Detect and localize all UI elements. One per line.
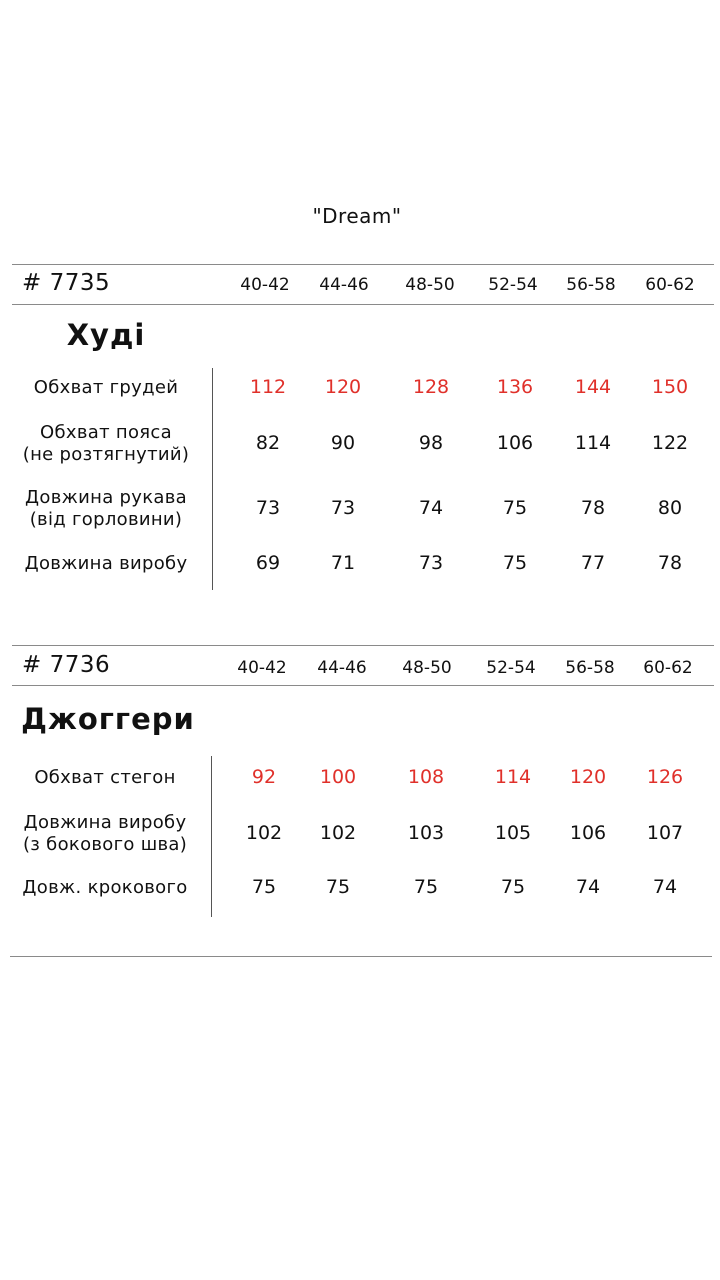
header-top-rule [12, 264, 714, 265]
measurement-value: 106 [569, 822, 607, 844]
measurement-value: 112 [249, 376, 287, 398]
measurement-value: 102 [245, 822, 283, 844]
measurement-label: Обхват стегон [34, 767, 176, 788]
measurement-value: 82 [255, 432, 281, 454]
size-header: 44-46 [317, 658, 367, 678]
size-header: 48-50 [405, 275, 455, 295]
size-header: 44-46 [319, 275, 369, 295]
measurement-value: 106 [496, 432, 534, 454]
measurement-value: 128 [412, 376, 450, 398]
header-bottom-rule [12, 304, 714, 305]
header-bottom-rule [12, 685, 714, 686]
bottom-rule [10, 956, 712, 957]
size-header: 56-58 [565, 658, 615, 678]
measurement-value: 80 [657, 497, 683, 519]
measurement-value: 120 [569, 766, 607, 788]
measurement-value: 92 [251, 766, 277, 788]
measurement-value: 73 [418, 552, 444, 574]
measurement-value: 108 [407, 766, 445, 788]
measurement-value: 98 [418, 432, 444, 454]
measurement-value: 74 [418, 497, 444, 519]
size-header: 52-54 [488, 275, 538, 295]
measurement-label: Довжина виробу (з бокового шва) [22, 812, 188, 855]
label-divider [212, 368, 213, 590]
measurement-label: Обхват грудей [33, 377, 179, 398]
garment-name: Джоггери [21, 702, 195, 736]
measurement-value: 105 [494, 822, 532, 844]
measurement-value: 75 [502, 552, 528, 574]
size-header: 40-42 [237, 658, 287, 678]
measurement-value: 74 [652, 876, 678, 898]
size-header: 52-54 [486, 658, 536, 678]
measurement-value: 73 [255, 497, 281, 519]
size-header: 60-62 [643, 658, 693, 678]
measurement-value: 136 [496, 376, 534, 398]
size-header: 60-62 [645, 275, 695, 295]
measurement-label: Довж. крокового [22, 877, 188, 898]
brand-title: "Dream" [312, 204, 402, 228]
measurement-value: 78 [657, 552, 683, 574]
measurement-value: 126 [646, 766, 684, 788]
article-code: # 7735 [22, 270, 111, 296]
measurement-label: Довжина рукава (від горловини) [25, 487, 187, 530]
measurement-value: 75 [502, 497, 528, 519]
measurement-value: 144 [574, 376, 612, 398]
measurement-value: 150 [651, 376, 689, 398]
measurement-value: 71 [330, 552, 356, 574]
size-header: 48-50 [402, 658, 452, 678]
garment-name: Худі [66, 318, 146, 352]
measurement-value: 107 [646, 822, 684, 844]
measurement-value: 100 [319, 766, 357, 788]
measurement-value: 73 [330, 497, 356, 519]
measurement-value: 75 [413, 876, 439, 898]
header-top-rule [12, 645, 714, 646]
size-header: 40-42 [240, 275, 290, 295]
measurement-value: 78 [580, 497, 606, 519]
measurement-value: 102 [319, 822, 357, 844]
article-code: # 7736 [22, 652, 111, 678]
measurement-value: 103 [407, 822, 445, 844]
measurement-value: 75 [325, 876, 351, 898]
measurement-value: 69 [255, 552, 281, 574]
measurement-value: 77 [580, 552, 606, 574]
measurement-value: 90 [330, 432, 356, 454]
label-divider [211, 756, 212, 917]
measurement-label: Обхват пояса (не розтягнутий) [22, 422, 190, 465]
measurement-value: 75 [251, 876, 277, 898]
measurement-value: 114 [574, 432, 612, 454]
measurement-value: 120 [324, 376, 362, 398]
measurement-value: 74 [575, 876, 601, 898]
measurement-value: 114 [494, 766, 532, 788]
size-header: 56-58 [566, 275, 616, 295]
measurement-value: 75 [500, 876, 526, 898]
measurement-label: Довжина виробу [24, 553, 188, 574]
measurement-value: 122 [651, 432, 689, 454]
